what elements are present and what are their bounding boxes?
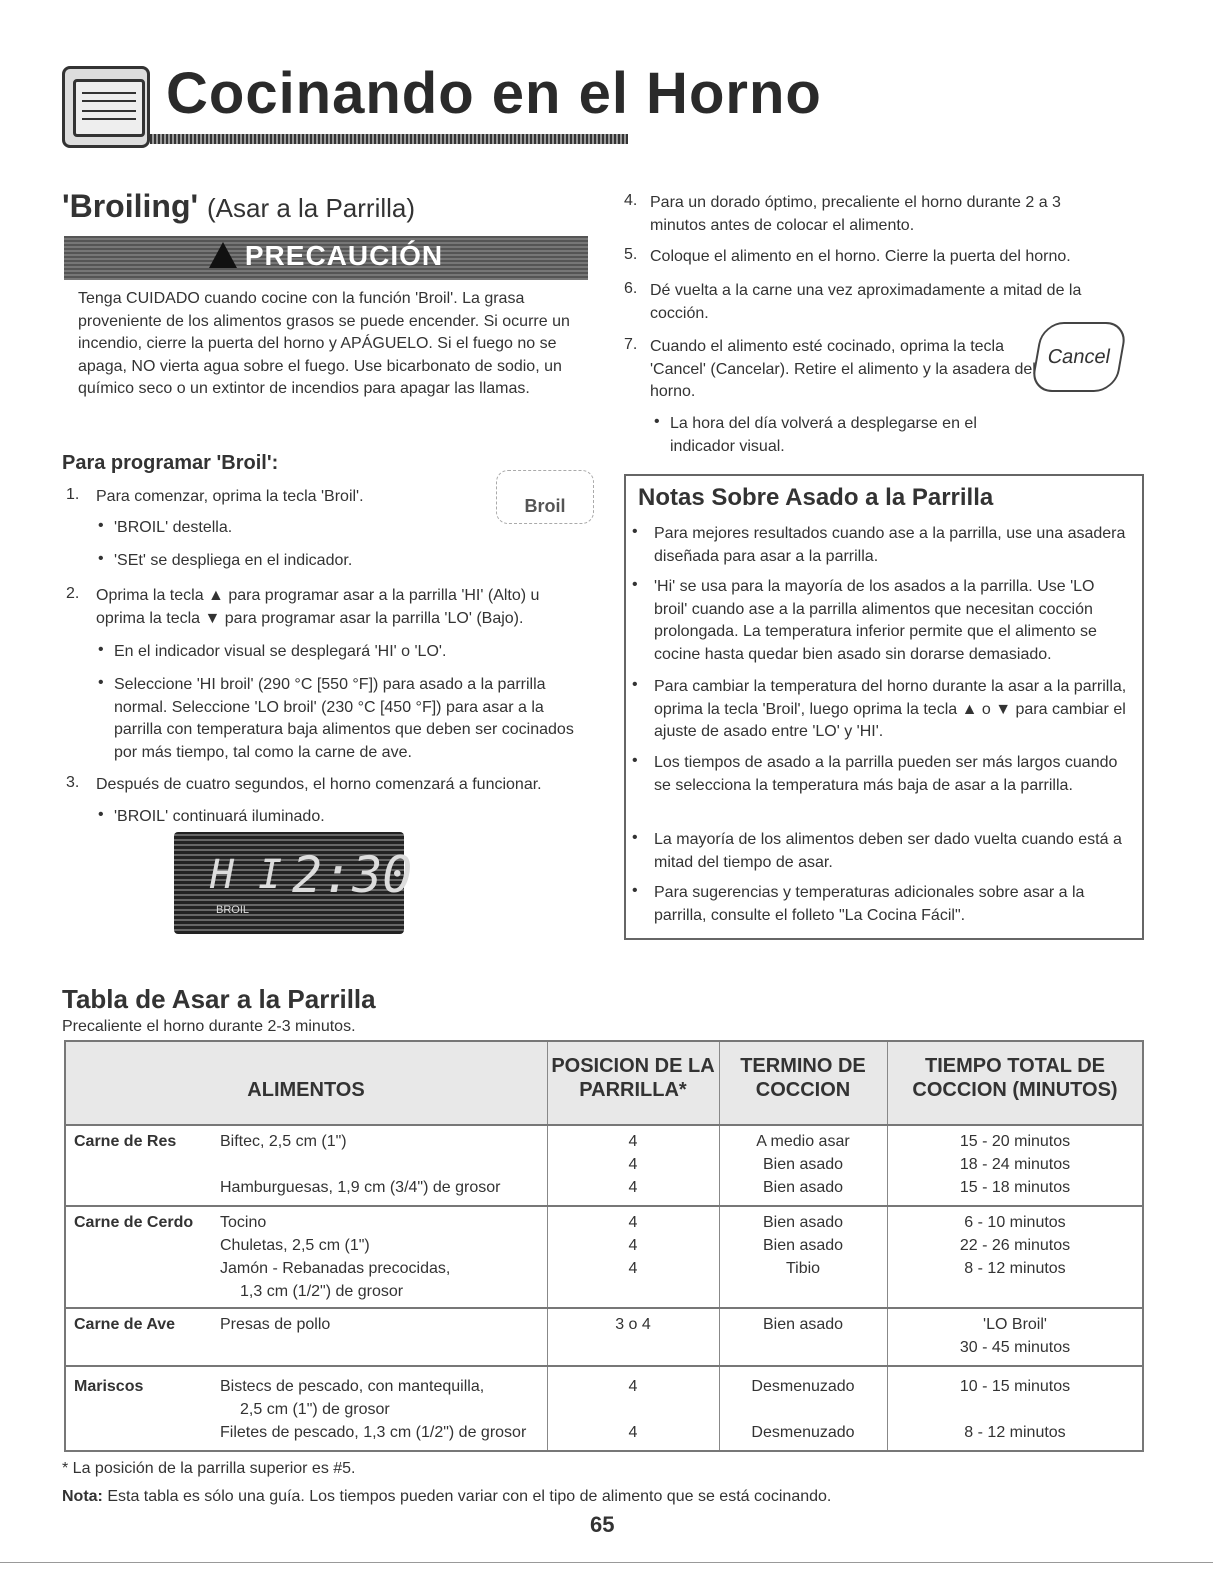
step-bullet: 'BROIL' destella. — [114, 519, 233, 536]
table-header-cell: TERMINO DE COCCION — [740, 1055, 866, 1101]
step-bullet: Seleccione 'HI broil' (290 °C [550 °F]) para asado a la parrilla normal. Seleccione 'LO broil' (230 °C [450 °F]) para asar a la parrilla con temperatura baja alimentos que deben ser cocinados por más tiempo, tal como la carne de ave. — [114, 676, 574, 761]
table-cell-time: 30 - 45 minutos — [959, 1339, 1071, 1356]
table-cell-time: 18 - 24 minutos — [959, 1156, 1071, 1173]
step-text: Para un dorado óptimo, precaliente el horno durante 2 a 3 minutos antes de colocar el alimento. — [650, 194, 1061, 234]
page-title: Cocinando en el Horno — [166, 61, 822, 126]
table-cell-pos: 4 — [628, 1424, 638, 1441]
table-cell-pos: 4 — [628, 1237, 638, 1254]
step-number: 5. — [624, 246, 638, 263]
table-subtitle: Precaliente el horno durante 2-3 minutos. — [62, 1018, 356, 1035]
table-cell-pos: 4 — [628, 1179, 638, 1196]
step-text: Cuando el alimento esté cocinado, oprima la tecla 'Cancel' (Cancelar). Retire el alimento y la asadera del horno. — [650, 338, 1036, 400]
step-number: 3. — [66, 774, 80, 791]
oven-display — [174, 832, 413, 934]
table-cell-food: Biftec, 2,5 cm (1") — [220, 1133, 347, 1150]
step-number: 6. — [624, 280, 638, 297]
step-text: Dé vuelta a la carne una vez aproximadamente a mitad de la cocción. — [650, 282, 1082, 322]
note-item: Para sugerencias y temperaturas adicionales sobre asar a la parrilla, consulte el folleto "La Cocina Fácil". — [654, 884, 1085, 924]
caution-text: Tenga CUIDADO cuando cocine con la función 'Broil'. La grasa proveniente de los alimentos grasos se puede encender. Si ocurre un incendio, cierre la puerta del horno y APÁGUELO. Si el fuego no se apaga, NO vierta agua sobre el fuego. Use bicarbonato de sodio, un químico seco o un extintor de incendios para apagar las llamas. — [78, 290, 570, 397]
page-number: 65 — [590, 1512, 615, 1537]
table-cell-time: 22 - 26 minutos — [959, 1237, 1071, 1254]
step-text: Después de cuatro segundos, el horno comenzará a funcionar. — [96, 776, 542, 793]
section-title-sub: (Asar a la Parrilla) — [206, 193, 416, 223]
table-cell-food: Tocino — [220, 1214, 267, 1231]
step-text: Coloque el alimento en el horno. Cierre la puerta del horno. — [650, 248, 1071, 265]
table-cell-pos: 4 — [628, 1378, 638, 1395]
table-category: Carne de Cerdo — [74, 1214, 194, 1231]
table-header-cell: TIEMPO TOTAL DE COCCION (MINUTOS) — [912, 1055, 1118, 1101]
table-cell-term: Desmenuzado — [751, 1424, 855, 1441]
step-text: Oprima la tecla ▲ para programar asar a la parrilla 'HI' (Alto) u oprima la tecla ▼ para programar asar la parrilla 'LO' (Bajo). — [96, 587, 540, 627]
caution-label: PRECAUCIÓN — [244, 240, 444, 271]
table-cell-term: Desmenuzado — [751, 1378, 855, 1395]
table-cell-food: Jamón - Rebanadas precocidas, — [220, 1260, 451, 1277]
table-cell-term: Bien asado — [762, 1214, 844, 1231]
table-cell-time: 10 - 15 minutos — [959, 1378, 1071, 1395]
bottom-rule — [0, 1562, 1213, 1563]
table-cell-food: Chuletas, 2,5 cm (1") — [220, 1237, 370, 1254]
note-item: Los tiempos de asado a la parrilla pueden ser más largos cuando se selecciona la temperatura más baja de asar a la parrilla. — [654, 754, 1118, 794]
step-bullet: La hora del día volverá a desplegarse en el indicador visual. — [670, 415, 977, 455]
table-header-cell: POSICION DE LA PARRILLA* — [551, 1055, 715, 1101]
table-cell-food: Hamburguesas, 1,9 cm (3/4") de grosor — [220, 1179, 501, 1196]
warning-icon — [209, 242, 237, 268]
table-cell-term: Tibio — [785, 1260, 821, 1277]
table-cell-term: Bien asado — [762, 1156, 844, 1173]
step-text: Para comenzar, oprima la tecla 'Broil'. — [96, 488, 364, 505]
section-title-main: 'Broiling' — [62, 188, 199, 224]
broil-key: Broil — [496, 470, 594, 524]
table-note-text: Esta tabla es sólo una guía. Los tiempos pueden variar con el tipo de alimento que se está cocinando. — [107, 1488, 832, 1505]
table-cell-pos: 4 — [628, 1214, 638, 1231]
table-cell-time: 15 - 20 minutos — [959, 1133, 1071, 1150]
table-title: Tabla de Asar a la Parrilla — [62, 984, 376, 1014]
table-cell-food: Bistecs de pescado, con mantequilla, — [220, 1378, 485, 1395]
display-label: BROIL — [216, 904, 250, 916]
table-cell-food: Presas de pollo — [220, 1316, 331, 1333]
table-header-cell: ALIMENTOS — [247, 1079, 365, 1101]
table-cell-pos: 4 — [628, 1156, 638, 1173]
note-item: 'Hi' se usa para la mayoría de los asados a la parrilla. Use 'LO broil' cuando ase a la parrilla alimentos que necesitan cocción prolongada. La temperatura inferior permite que el alimento se cocine hasta quedar bien asado sin dorarse demasiado. — [654, 578, 1097, 663]
notes-heading: Notas Sobre Asado a la Parrilla — [638, 484, 994, 511]
display-time: 2:30 — [292, 846, 413, 904]
table-cell-pos: 4 — [628, 1133, 638, 1150]
table-category: Carne de Ave — [74, 1316, 176, 1333]
table-cell-time: 'LO Broil' — [983, 1316, 1047, 1333]
table-cell-pos: 4 — [628, 1260, 638, 1277]
step-number: 2. — [66, 585, 80, 602]
table-footnote: * La posición de la parrilla superior es #5. — [62, 1460, 356, 1477]
table-cell-time: 15 - 18 minutos — [959, 1179, 1071, 1196]
table-category: Mariscos — [74, 1378, 144, 1395]
table-cell-food: Filetes de pescado, 1,3 cm (1/2") de grosor — [220, 1424, 527, 1441]
table-cell-food: 1,3 cm (1/2") de grosor — [240, 1283, 404, 1300]
table-cell-time: 8 - 12 minutos — [964, 1424, 1066, 1441]
cancel-key: Cancel — [1030, 322, 1128, 392]
table-cell-pos: 3 o 4 — [615, 1316, 651, 1333]
table-note — [62, 1488, 831, 1506]
table-cell-term: Bien asado — [762, 1316, 844, 1333]
step-number: 1. — [66, 486, 80, 503]
program-heading: Para programar 'Broil': — [62, 452, 279, 474]
table-cell-time: 6 - 10 minutos — [964, 1214, 1066, 1231]
table-cell-time: 8 - 12 minutos — [964, 1260, 1066, 1277]
table-cell-food: 2,5 cm (1") de grosor — [240, 1401, 390, 1418]
table-cell-term: A medio asar — [756, 1133, 850, 1150]
note-item: Para mejores resultados cuando ase a la parrilla, use una asadera diseñada para asar a la parrilla. — [654, 525, 1126, 565]
step-bullet: 'BROIL' continuará iluminado. — [114, 808, 325, 825]
table-category: Carne de Res — [74, 1133, 177, 1150]
table-cell-term: Bien asado — [762, 1237, 844, 1254]
note-item: Para cambiar la temperatura del horno durante la asar a la parrilla, oprima la tecla 'Broil', luego oprima la tecla ▲ o ▼ para cambiar el ajuste de asado entre 'LO' y 'HI'. — [654, 678, 1127, 740]
step-number: 7. — [624, 336, 638, 353]
caution-banner — [64, 236, 588, 280]
step-number: 4. — [624, 192, 638, 209]
note-item: La mayoría de los alimentos deben ser dado vuelta cuando está a mitad del tiempo de asar. — [654, 831, 1122, 871]
table-cell-term: Bien asado — [762, 1179, 844, 1196]
display-mode: H I — [210, 852, 283, 898]
oven-icon — [62, 66, 150, 148]
step-bullet: 'SEt' se despliega en el indicador. — [114, 552, 353, 569]
title-rule — [150, 134, 628, 144]
section-title — [62, 188, 415, 225]
step-bullet: En el indicador visual se desplegará 'HI' o 'LO'. — [114, 643, 447, 660]
table-note-label: Nota: — [62, 1488, 103, 1505]
